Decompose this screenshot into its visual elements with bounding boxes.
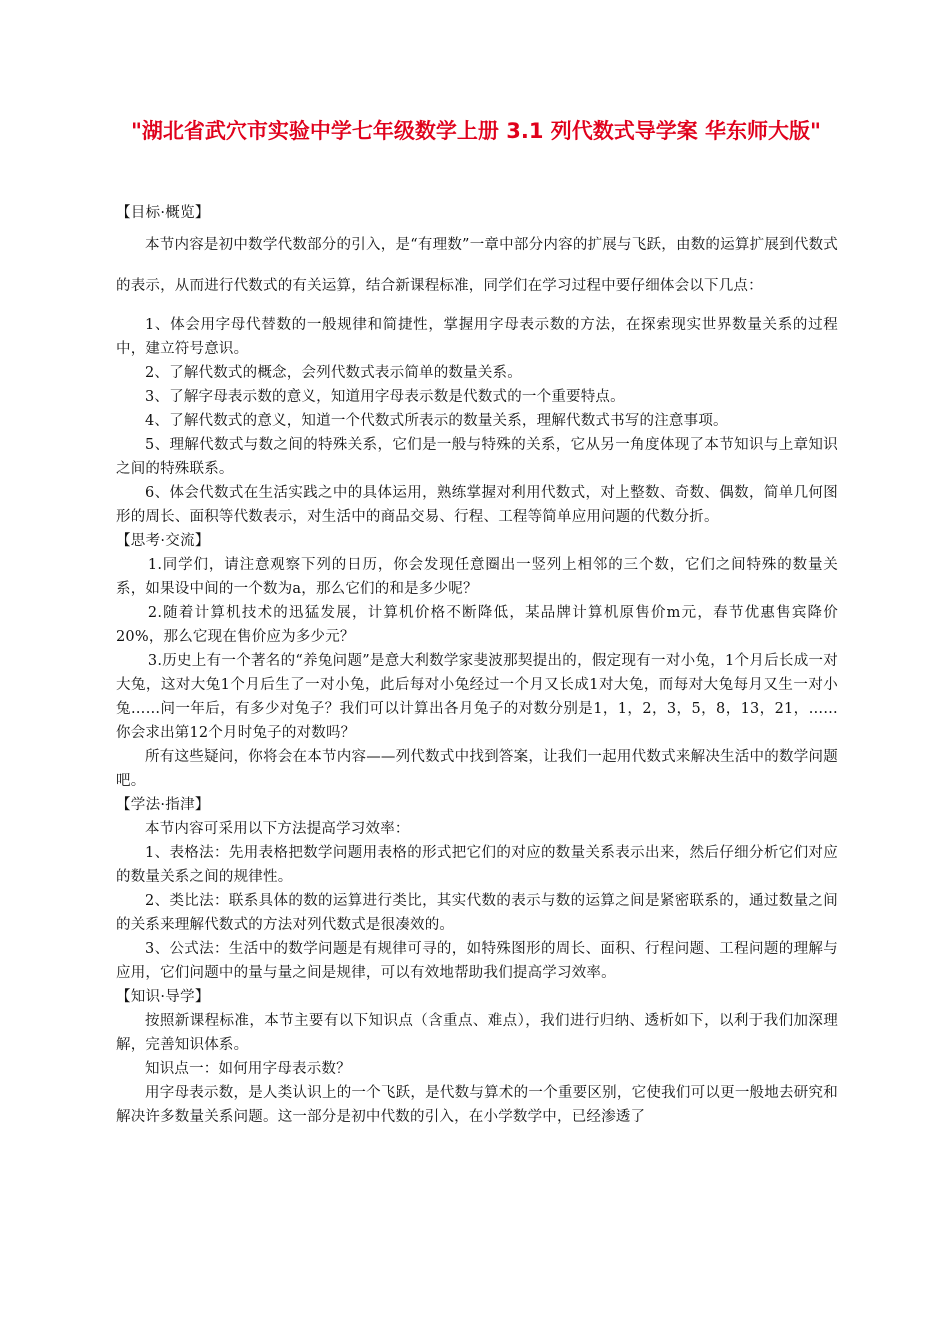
section-heading-think: 【思考·交流】 — [116, 533, 210, 549]
knowledge-intro-paragraph: 按照新课程标准，本节主要有以下知识点（含重点、难点），我们进行归纳、透析如下，以利于我们加深理解，完善知识体系。 — [116, 1013, 838, 1053]
section-heading-knowledge: 【知识·导学】 — [116, 989, 210, 1005]
think-item-3: 3.历史上有一个著名的“养兔问题”是意大利数学家斐波那契提出的，假定现有一对小兔，1个月后长成一对大兔，这对大兔1个月后生了一对小兔，此后每对小兔经过一个月又长成1对大兔，而每对大兔每月又生一对小兔……问一年后，有多少对兔子？我们可以计算出各月兔子的对数分别是1，1，2，3，5，8，13，21，……你会求出第12个月时兔子的对数吗？ — [116, 653, 838, 741]
think-item-2: 2.随着计算机技术的迅猛发展，计算机价格不断降低，某品牌计算机原售价m元，春节优惠售宾降价20%，那么它现在售价应为多少元？ — [116, 605, 838, 645]
goal-item-4: 4、了解代数式的意义，知道一个代数式所表示的数量关系，理解代数式书写的注意事项。 — [145, 413, 728, 429]
think-closing-paragraph: 所有这些疑问，你将会在本节内容——列代数式中找到答案，让我们一起用代数式来解决生活中的数学问题吧。 — [116, 749, 838, 789]
method-item-3: 3、公式法：生活中的数学问题是有规律可寻的，如特殊图形的周长、面积、行程问题、工程问题的理解与应用，它们问题中的量与量之间是规律，可以有效地帮助我们提高学习效率。 — [116, 941, 838, 981]
document-title: "湖北省武穴市实验中学七年级数学上册 3.1 列代数式导学案 华东师大版" — [130, 119, 821, 143]
document-body — [116, 201, 838, 1129]
think-item-1: 1.同学们，请注意观察下列的日历，你会发现任意圈出一竖列上相邻的三个数，它们之间特殊的数量关系，如果设中间的一个数为a，那么它们的和是多少呢？ — [116, 557, 838, 597]
method-item-2: 2、类比法：联系具体的数的运算进行类比，其实代数的表示与数的运算之间是紧密联系的，通过数量之间的关系来理解代数式的方法对列代数式是很凑效的。 — [116, 893, 838, 933]
goal-item-2: 2、了解代数式的概念，会列代数式表示简单的数量关系。 — [145, 365, 522, 381]
section-heading-goals: 【目标·概览】 — [116, 205, 210, 221]
method-item-1: 1、表格法：先用表格把数学问题用表格的形式把它们的对应的数量关系表示出来，然后仔细分析它们对应的数量关系之间的规律性。 — [116, 845, 838, 885]
goals-intro-paragraph: 本节内容是初中数学代数部分的引入，是“有理数”一章中部分内容的扩展与飞跃，由数的运算扩展到代数式的表示，从而进行代数式的有关运算，结合新课程标准，同学们在学习过程中要仔细体会以下几点： — [116, 237, 838, 294]
goal-item-3: 3、了解字母表示数的意义，知道用字母表示数是代数式的一个重要特点。 — [145, 389, 625, 405]
knowledge-point-1-text: 用字母表示数，是人类认识上的一个飞跃，是代数与算术的一个重要区别，它使我们可以更一般地去研究和解决许多数量关系问题。这一部分是初中代数的引入，在小学数学中，已经渗透了 — [116, 1085, 838, 1125]
goal-item-5: 5、理解代数式与数之间的特殊关系，它们是一般与特殊的关系，它从另一角度体现了本节知识与上章知识之间的特殊联系。 — [116, 437, 838, 477]
goal-item-6: 6、体会代数式在生活实践之中的具体运用，熟练掌握对利用代数式，对上整数、奇数、偶数，简单几何图形的周长、面积等代数表示，对生活中的商品交易、行程、工程等简单应用问题的代数分折。 — [116, 485, 838, 525]
section-heading-methods: 【学法·指津】 — [116, 797, 210, 813]
methods-intro-paragraph: 本节内容可采用以下方法提高学习效率： — [145, 821, 410, 837]
knowledge-point-1-title: 知识点一：如何用字母表示数？ — [145, 1061, 351, 1077]
goal-item-1: 1、体会用字母代替数的一般规律和简捷性，掌握用字母表示数的方法，在探索现实世界数量关系的过程中，建立符号意识。 — [116, 317, 838, 357]
